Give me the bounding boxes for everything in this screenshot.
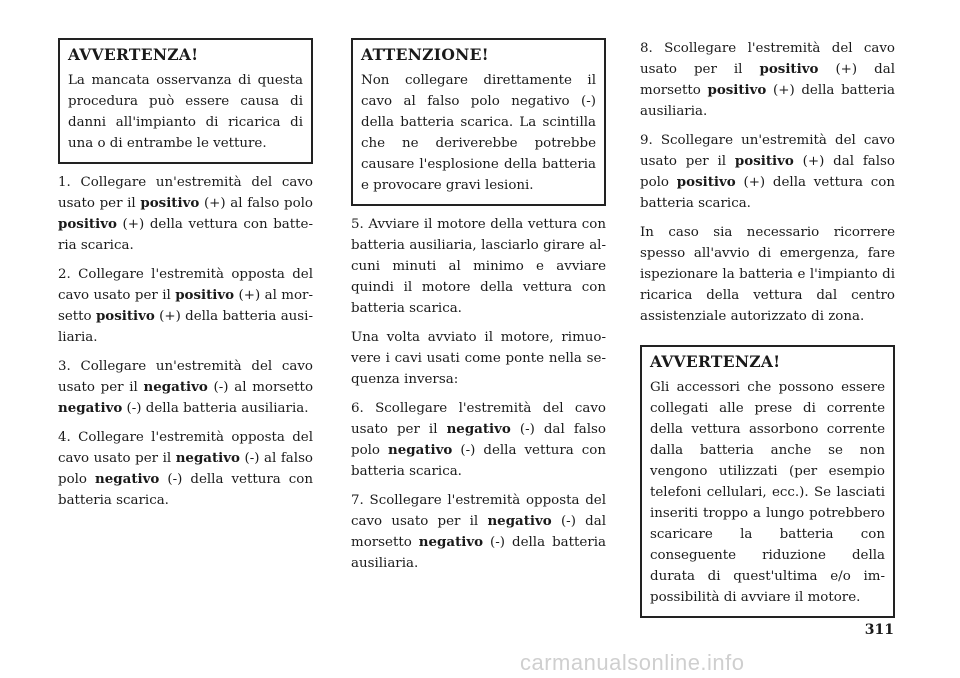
right-column — [640, 38, 895, 626]
bold-term: negativo — [58, 400, 123, 416]
bold-term: positivo — [707, 82, 767, 98]
step-text: 9. Scollegare un'estremità del cavo usato per il — [640, 133, 895, 169]
warning-text: La mancata osservanza di questa procedura può essere causa di danni all'impianto di ricarica di una o di entrambe le vetture. — [68, 73, 303, 151]
step-text: 7. Scollegare l'estremità opposta del cavo usato per il — [351, 493, 606, 529]
step-text: (+) al falso polo — [199, 196, 313, 211]
middle-column — [351, 38, 606, 582]
step-2 — [58, 264, 313, 348]
bold-term: positivo — [734, 153, 794, 169]
watermark: carmanualsonline.info — [520, 650, 745, 675]
bold-term: negativo — [487, 513, 552, 529]
step-text: (+) della vettura con batteria scarica. — [640, 175, 895, 211]
step-text: 3. Collegare un'estremità del cavo usato per il — [58, 359, 313, 395]
warning-text: Gli accessori che possono essere collegati alle prese di corrente della vettura assorbono corrente dalla batteria anche se non vengono utilizzati (per esempio telefoni cellulari, ecc.). Se lasciati inseriti troppo a lungo potrebbero scaricare la batteria con conseguente riduzione della durata di quest'ultima e/o impossibilità di avviare il motore. — [650, 380, 885, 605]
step-text: (-) della batteria ausiliaria. — [122, 401, 309, 416]
caution-text: Non collegare direttamente il cavo al falso polo negativo (-) della batteria scarica. La scintilla che ne deriverebbe potrebbe causare l'esplosione della batteria e provocare gravi lesioni. — [361, 73, 596, 193]
step-8 — [640, 38, 895, 122]
step-text: (+) dal falso polo — [640, 154, 895, 190]
service-paragraph: In caso sia necessario ricorrere spesso all'avvio di emergenza, fare ispezionare la batteria e l'impianto di ricarica della vettura dal centro assistenziale autorizzato di zona. — [640, 225, 895, 324]
bold-term: positivo — [759, 61, 819, 77]
step-5: 5. Avviare il motore della vettura con batteria ausiliaria, lasciarlo girare alcuni minuti al minimo e avviare quindi il motore della vettura con batteria scarica. — [351, 217, 606, 316]
step-text: (+) della vettura con batteria scarica. — [58, 217, 313, 253]
step-7 — [351, 490, 606, 574]
step-text: (+) della batteria ausiliaria. — [640, 83, 895, 119]
bold-term: positivo — [140, 195, 200, 211]
step-text: 4. Collegare l'estremità opposta del cavo usato per il — [58, 430, 313, 466]
caution-title: ATTENZIONE! — [361, 45, 489, 64]
step-4 — [58, 427, 313, 511]
page-number: 311 — [864, 622, 894, 638]
bold-term: positivo — [175, 287, 235, 303]
bold-term: positivo — [676, 174, 736, 190]
warning-box — [58, 38, 313, 164]
step-9 — [640, 130, 895, 214]
step-text: (+) dal morsetto — [640, 62, 895, 98]
warning-title: AVVERTENZA! — [68, 45, 199, 64]
intro-paragraph: Una volta avviato il motore, rimuovere i cavi usati come ponte nella sequenza inversa: — [351, 330, 606, 387]
left-column — [58, 38, 313, 519]
step-text: (-) dal morsetto — [351, 514, 606, 550]
bold-term: negativo — [388, 442, 453, 458]
step-text: 1. Collegare un'estremità del cavo usato per il — [58, 175, 313, 211]
step-text: (-) dal falso polo — [351, 422, 606, 458]
step-text: (-) della vettura con batteria scarica. — [58, 472, 313, 508]
step-text: (+) della batteria ausiliaria. — [58, 309, 313, 345]
bold-term: negativo — [95, 471, 160, 487]
bold-term: positivo — [95, 308, 155, 324]
step-3 — [58, 356, 313, 419]
bold-term: positivo — [58, 216, 117, 232]
step-text: 8. Scollegare l'estremità del cavo usato per il — [640, 41, 895, 77]
bold-term: negativo — [446, 421, 511, 437]
step-text: 2. Collegare l'estremità opposta del cavo usato per il — [58, 267, 313, 303]
step-text: (-) della batteria ausiliaria. — [351, 535, 606, 571]
step-6 — [351, 398, 606, 482]
step-text: (+) al morsetto — [58, 288, 313, 324]
step-text: 6. Scollegare l'estremità del cavo usato per il — [351, 401, 606, 437]
step-text: (-) al falso polo — [58, 451, 313, 487]
bold-term: negativo — [175, 450, 240, 466]
bold-term: negativo — [143, 379, 208, 395]
step-text: (-) della vettura con batteria scarica. — [351, 443, 606, 479]
warning-box — [640, 345, 895, 618]
warning-title: AVVERTENZA! — [650, 352, 781, 371]
step-text: (-) al morsetto — [207, 380, 314, 395]
caution-box — [351, 38, 606, 206]
step-1 — [58, 172, 313, 256]
bold-term: negativo — [418, 534, 484, 550]
